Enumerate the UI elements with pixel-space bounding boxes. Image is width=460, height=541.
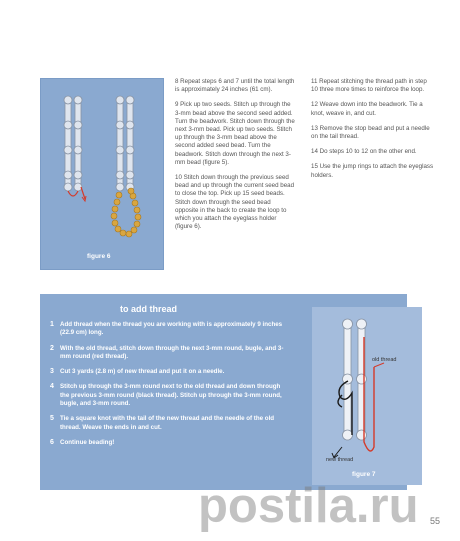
list-item [50,439,286,447]
step-number: 1 [50,321,54,328]
page-number: 55 [430,516,441,526]
watermark-logo: postila.ru [198,479,419,533]
add-thread-steps [50,321,286,454]
step-text: Continue beading! [60,438,115,446]
panel-title: to add thread [120,304,178,314]
step-text: Cut 3 yards (2.8 m) of new thread and put it on a needle. [60,368,225,376]
step-number: 2 [50,344,54,352]
old-thread-label: old thread [372,357,397,363]
step-text: Tie a square knot with the tail of the new thread and the needle of the old thread. Weave the ends in and cut. [60,415,275,431]
step-8-text: 8 Repeat steps 6 and 7 until the total length is approximately 24 inches (61 cm). [175,78,295,94]
list-item [50,345,286,362]
step-text: Stitch up through the 3-mm round next to the old thread and down through the previous 3-mm round (black thread). Stitch up through the 3-mm round, bugle, and 3-mm round. [60,383,282,408]
instructions-column-1 [175,78,295,238]
list-item [50,383,286,408]
step-15-text: 15 Use the jump rings to attach the eyeglass holders. [311,163,434,179]
step-number: 3 [50,368,54,376]
step-10-text: 10 Stitch down through the previous seed bead and up through the current seed bead to close the top. Pick up 15 seed beads. Stitch down through the seed bead opposite in the back to create the loop to which you attach the eyeglass holder (figure 6). [175,174,295,231]
list-item [50,368,286,376]
step-12-text: 12 Weave down into the beadwork. Tie a knot, weave in, and cut. [311,101,423,117]
instructions-column-2 [311,78,435,187]
step-text: With the old thread, stitch down through the next 3-mm round, bugle, and 3-mm round (red thread). [60,344,284,360]
new-thread-label: new thread [326,457,354,463]
add-thread-panel [40,294,407,490]
step-number: 6 [50,438,54,446]
figure-7 [312,307,422,485]
step-number: 4 [50,383,54,391]
step-11-text: 11 Repeat stitching the thread path in step 10 three more times to reinforce the loop. [311,78,427,94]
figure-6-illustration [41,79,165,271]
step-13-text: 13 Remove the stop bead and put a needle on the tail thread. [311,124,430,141]
list-item [50,415,286,432]
step-9-text: 9 Pick up two seeds. Stitch up through the 3-mm bead above the second seed added. Turn the beadwork. Stitch down through the next 3-mm bead. Pick up two seeds. Stitch up through the 3-mm bead above the second added seed bead. Turn the beadwork. Stitch down through the next 3-mm bead (figure 5). [175,101,295,166]
figure-6-caption: figure 6 [87,253,111,260]
figure-7-caption: figure 7 [352,471,376,478]
step-14-text: 14 Do steps 10 to 12 on the other end. [311,148,417,156]
step-number: 5 [50,415,54,423]
step-text: Add thread when the thread you are working with is approximately 9 inches (22.9 cm) long. [60,321,283,337]
list-item [50,321,286,338]
figure-6 [40,78,164,270]
